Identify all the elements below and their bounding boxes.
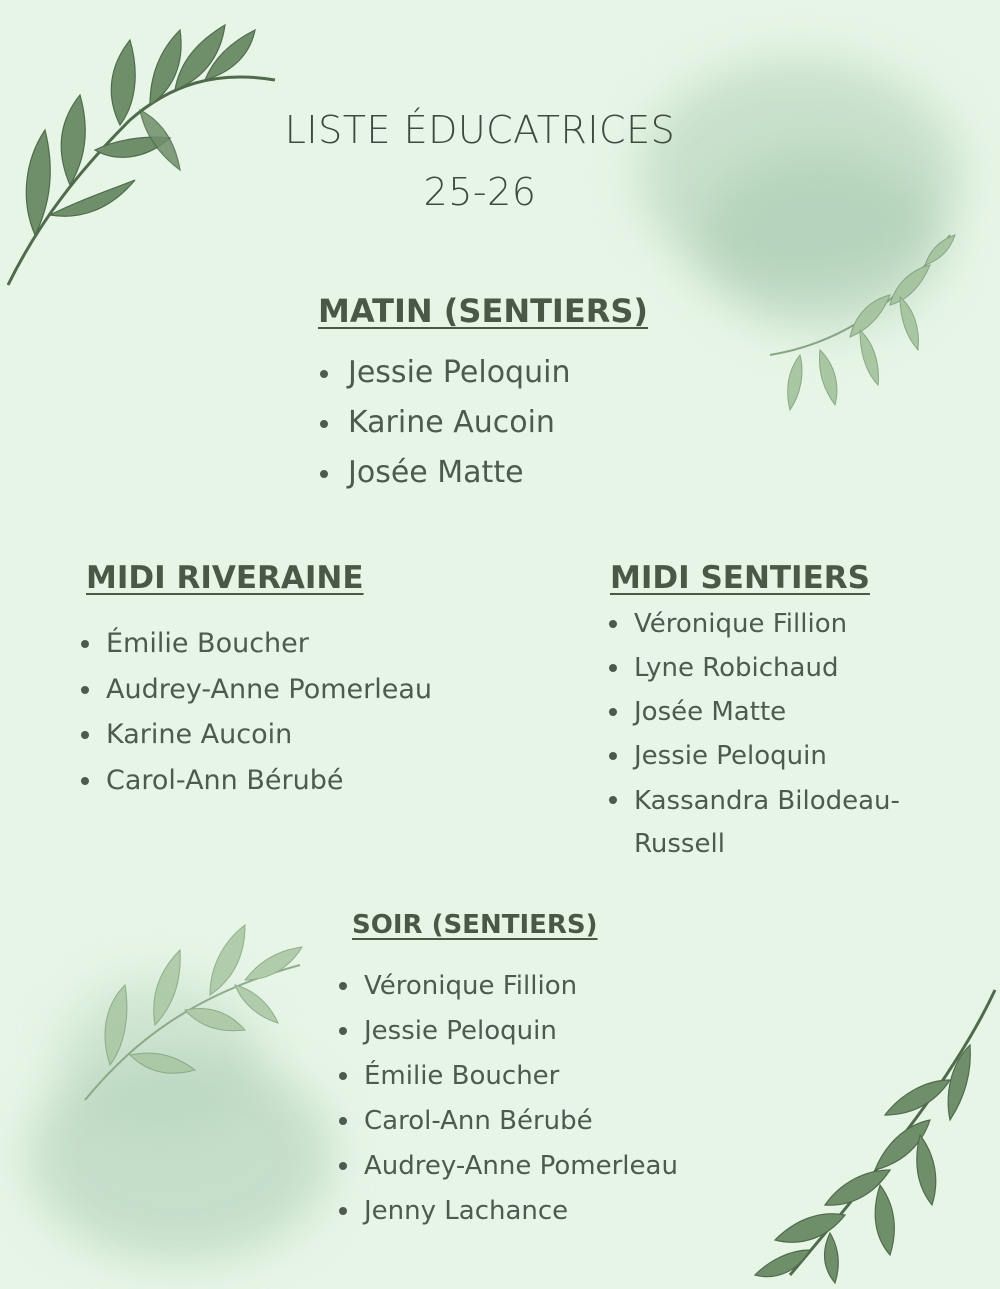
list-soir xyxy=(338,966,678,1236)
list-matin xyxy=(320,352,570,502)
list-item: Jessie Peloquin xyxy=(320,352,570,402)
leaf-branch-bottom-left-icon xyxy=(70,905,310,1115)
list-item: Jessie Peloquin xyxy=(338,1011,678,1056)
list-item: Kassandra Bilodeau-Russell xyxy=(608,780,934,866)
list-item: Karine Aucoin xyxy=(320,402,570,452)
list-item: Karine Aucoin xyxy=(80,715,432,761)
page-subtitle-year: 25-26 xyxy=(423,170,537,214)
section-heading-matin: MATIN (SENTIERS) xyxy=(318,292,648,330)
list-item: Josée Matte xyxy=(608,692,934,736)
list-midi-sentiers xyxy=(608,604,934,866)
section-heading-midi-sentiers: MIDI SENTIERS xyxy=(610,560,870,596)
leaf-branch-bottom-right-icon xyxy=(700,985,1000,1285)
list-item: Émilie Boucher xyxy=(80,624,432,670)
list-item: Carol-Ann Bérubé xyxy=(80,761,432,807)
list-item: Lyne Robichaud xyxy=(608,648,934,692)
list-item: Audrey-Anne Pomerleau xyxy=(80,670,432,716)
list-item: Carol-Ann Bérubé xyxy=(338,1101,678,1146)
page-title: LISTE ÉDUCATRICES xyxy=(284,108,676,152)
section-heading-soir: SOIR (SENTIERS) xyxy=(352,910,598,940)
leaf-branch-top-right-icon xyxy=(760,225,960,415)
section-heading-midi-riveraine: MIDI RIVERAINE xyxy=(86,560,364,596)
list-item: Véronique Fillion xyxy=(608,604,934,648)
list-item: Émilie Boucher xyxy=(338,1056,678,1101)
list-item: Véronique Fillion xyxy=(338,966,678,1011)
list-item: Josée Matte xyxy=(320,452,570,502)
list-item: Audrey-Anne Pomerleau xyxy=(338,1146,678,1191)
list-item: Jenny Lachance xyxy=(338,1191,678,1236)
list-item: Jessie Peloquin xyxy=(608,736,934,780)
list-midi-riveraine xyxy=(80,624,432,806)
